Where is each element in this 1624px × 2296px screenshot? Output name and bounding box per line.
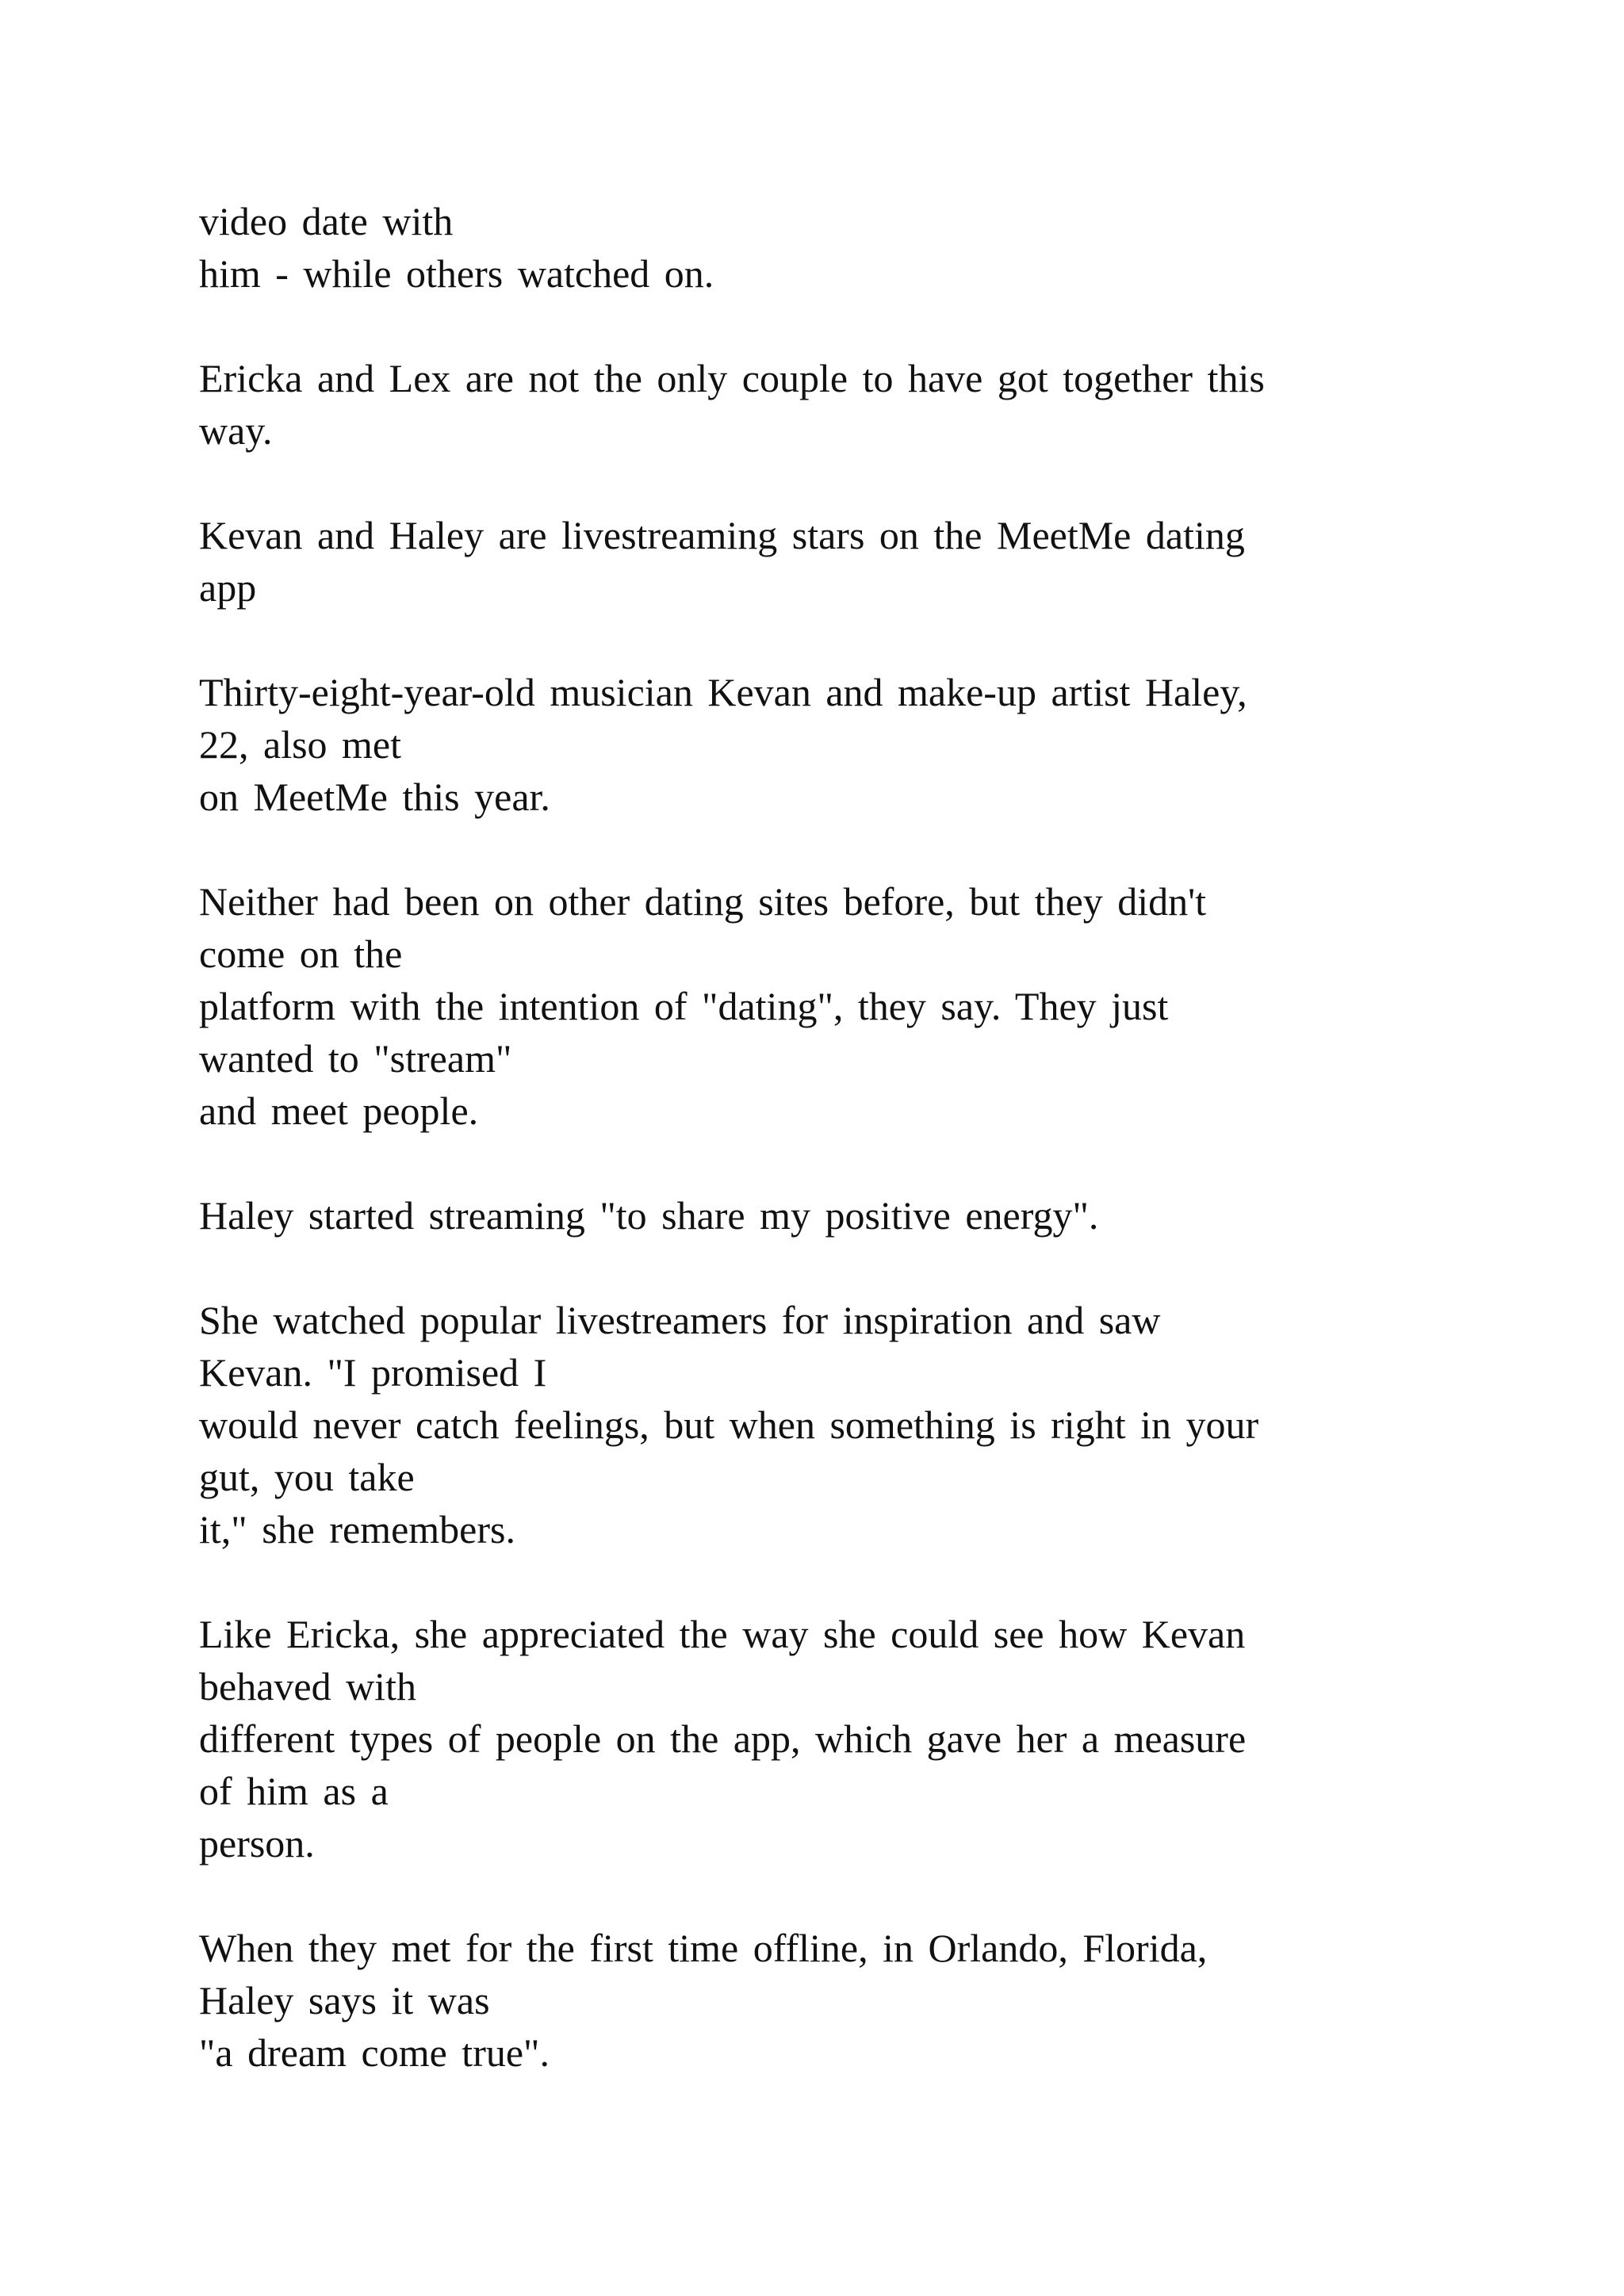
text-line: Kevan and Haley are livestreaming stars on the MeetMe dating <box>199 513 1245 557</box>
text-line: Ericka and Lex are not the only couple to have got together this <box>199 356 1265 400</box>
paragraph-other-couples <box>199 352 1436 457</box>
paragraph-positive-energy <box>199 1189 1436 1242</box>
paragraph-first-meeting <box>199 1922 1436 2079</box>
text-line: different types of people on the app, which gave her a measure <box>199 1716 1247 1761</box>
text-line: 22, also met <box>199 722 402 767</box>
text-line: behaved with <box>199 1664 416 1709</box>
text-line: come on the <box>199 932 403 976</box>
paragraph-kevan-haley-intro <box>199 666 1436 823</box>
text-line: person. <box>199 1821 315 1866</box>
text-line: Neither had been on other dating sites before, but they didn't <box>199 879 1207 924</box>
paragraph-not-dating <box>199 875 1436 1137</box>
text-line: him - while others watched on. <box>199 251 714 296</box>
text-line: Haley started streaming "to share my positive energy". <box>199 1193 1099 1238</box>
text-line: She watched popular livestreamers for inspiration and saw <box>199 1298 1161 1342</box>
text-line: on MeetMe this year. <box>199 775 550 819</box>
text-line: Like Ericka, she appreciated the way she could see how Kevan <box>199 1612 1246 1656</box>
paragraph-livestreaming-stars <box>199 509 1436 614</box>
paragraph-measure-of-him <box>199 1608 1436 1869</box>
text-line: app <box>199 565 257 610</box>
text-line: Haley says it was <box>199 1978 490 2022</box>
article-body <box>199 195 1436 2131</box>
text-line: would never catch feelings, but when something is right in your <box>199 1402 1259 1447</box>
text-line: When they met for the first time offline, in Orlando, Florida, <box>199 1926 1208 1970</box>
text-line: of him as a <box>199 1769 389 1813</box>
paragraph-video-date <box>199 195 1436 300</box>
text-line: Thirty-eight-year-old musician Kevan and make-up artist Haley, <box>199 670 1247 714</box>
text-line: and meet people. <box>199 1089 479 1133</box>
text-line: wanted to "stream" <box>199 1036 512 1081</box>
text-line: "a dream come true". <box>199 2030 550 2075</box>
text-line: video date with <box>199 199 454 243</box>
text-line: gut, you take <box>199 1455 415 1499</box>
text-line: Kevan. "I promised I <box>199 1350 547 1395</box>
paragraph-inspiration <box>199 1294 1436 1556</box>
text-line: platform with the intention of "dating", they say. They just <box>199 984 1169 1028</box>
text-line: way. <box>199 408 273 453</box>
text-line: it," she remembers. <box>199 1507 515 1552</box>
